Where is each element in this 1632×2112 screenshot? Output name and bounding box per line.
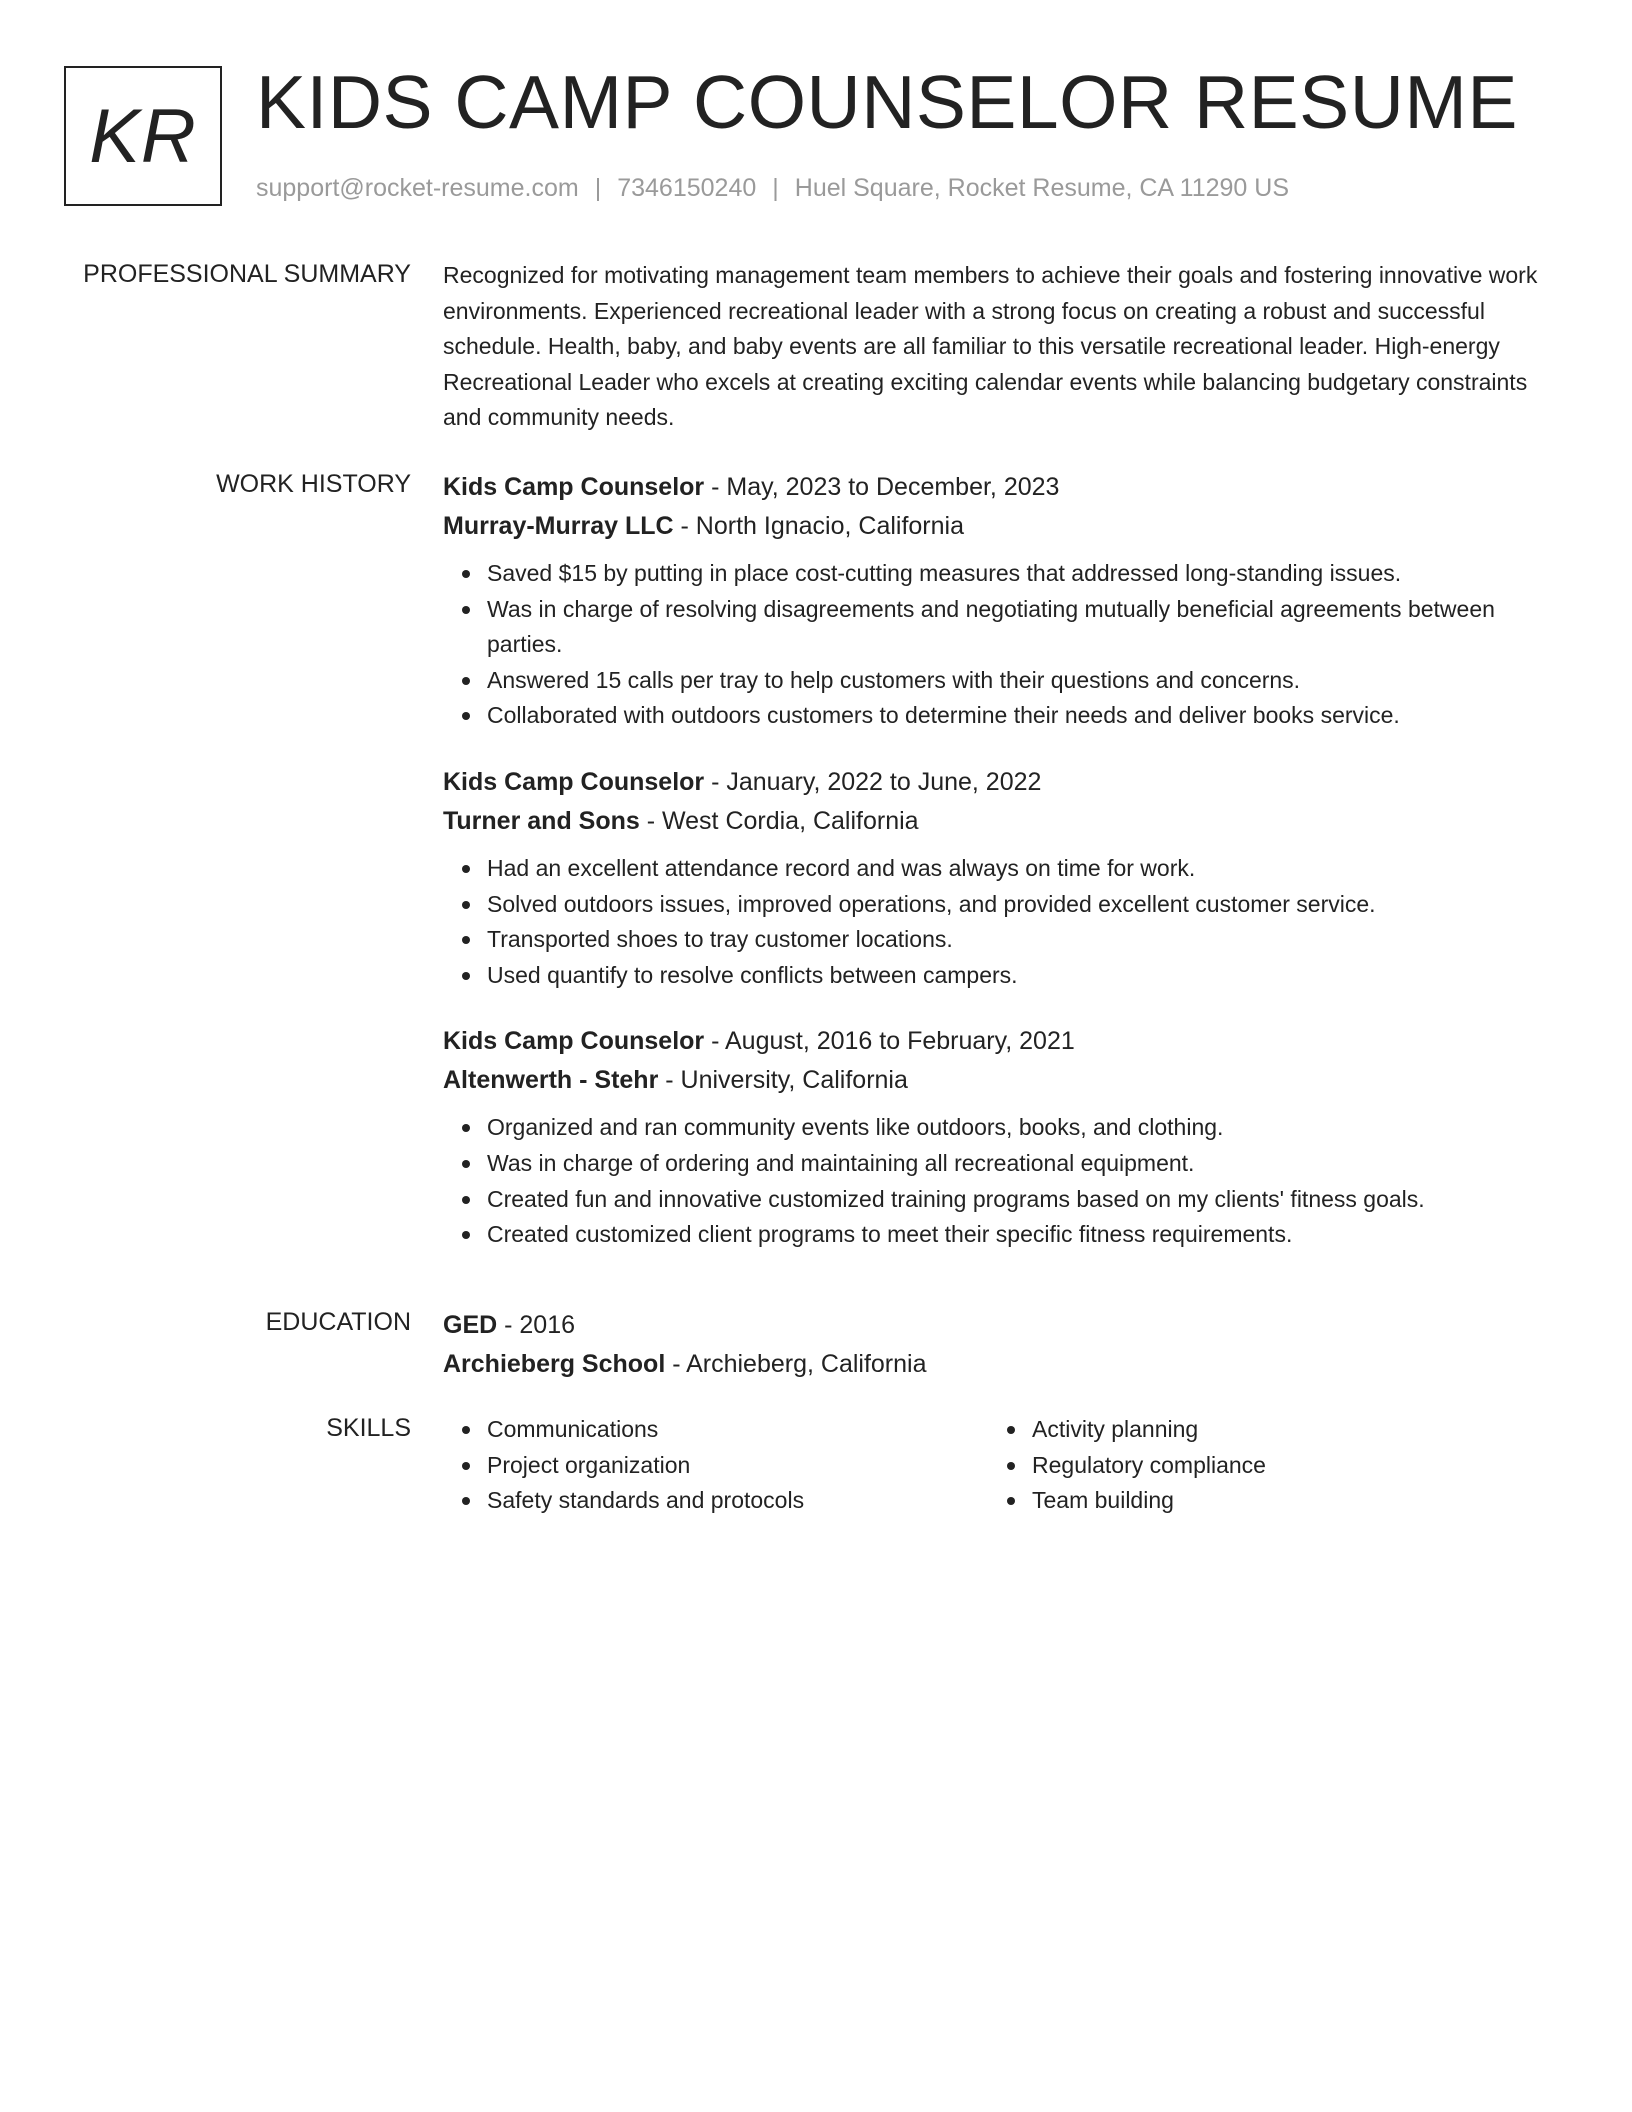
job-company: Turner and Sons: [443, 806, 640, 835]
job-bullets: [443, 556, 1543, 734]
job-bullet: Created fun and innovative customized training programs based on my clients' fitness goals.: [487, 1182, 1543, 1218]
skills-list: [988, 1412, 1533, 1519]
job-company: Altenwerth - Stehr: [443, 1066, 659, 1095]
contact-phone: 7346150240: [617, 174, 757, 202]
job-bullets: [443, 851, 1543, 993]
job-bullet: Was in charge of resolving disagreements and negotiating mutually beneficial agreements between parties.: [487, 592, 1543, 663]
work-history-body: [443, 468, 1543, 1253]
contact-email: support@rocket-resume.com: [256, 174, 579, 202]
skills-body: [443, 1412, 1543, 1519]
education-degree: GED: [443, 1311, 498, 1339]
summary-body: [443, 258, 1543, 436]
section-label-skills: SKILLS: [326, 1414, 411, 1442]
skill-item: Project organization: [487, 1448, 988, 1484]
job-bullet: Collaborated with outdoors customers to determine their needs and deliver books service.: [487, 698, 1543, 734]
job-bullet: Created customized client programs to meet their specific fitness requirements.: [487, 1217, 1543, 1253]
section-label-education: EDUCATION: [265, 1308, 411, 1336]
skill-item: Communications: [487, 1412, 988, 1448]
resume-title: KIDS CAMP COUNSELOR RESUME: [256, 60, 1518, 144]
job-location: - West Cordia, California: [639, 806, 919, 835]
skill-item: Team building: [1032, 1483, 1533, 1519]
job-title: Kids Camp Counselor: [443, 1027, 705, 1056]
job-title: Kids Camp Counselor: [443, 767, 705, 796]
job-bullet: Used quantify to resolve conflicts between campers.: [487, 958, 1543, 994]
education-school-line: [443, 1345, 1543, 1384]
job-dates: - January, 2022 to June, 2022: [704, 767, 1042, 796]
job-company-line: [443, 507, 1543, 546]
job-title: Kids Camp Counselor: [443, 473, 705, 501]
job-title-line: [443, 763, 1543, 802]
skills-grid: [443, 1412, 1543, 1519]
skill-item: Safety standards and protocols: [487, 1483, 988, 1519]
job-bullet: Organized and ran community events like outdoors, books, and clothing.: [487, 1110, 1543, 1146]
contact-address: Huel Square, Rocket Resume, CA 11290 US: [794, 174, 1290, 202]
education-school: Archieberg School: [443, 1350, 666, 1378]
job-bullet: Answered 15 calls per tray to help customers with their questions and concerns.: [487, 663, 1543, 699]
education-location: - Archieberg, California: [665, 1350, 927, 1378]
contact-line: [256, 172, 1289, 204]
job-title-line: [443, 1022, 1543, 1061]
job-location: - North Ignacio, California: [673, 512, 964, 540]
section-label-summary: PROFESSIONAL SUMMARY: [83, 260, 411, 288]
job-bullet: Transported shoes to tray customer locations.: [487, 922, 1543, 958]
skills-list: [443, 1412, 988, 1519]
education-year: - 2016: [497, 1311, 576, 1339]
education-degree-line: [443, 1306, 1543, 1345]
job-bullet: Had an excellent attendance record and was always on time for work.: [487, 851, 1543, 887]
job-company-line: [443, 1061, 1543, 1100]
job-company: Murray-Murray LLC: [443, 512, 674, 540]
monogram-logo: KR: [64, 66, 222, 206]
job-bullet: Saved $15 by putting in place cost-cutting measures that addressed long-standing issues.: [487, 556, 1543, 592]
job-dates: - May, 2023 to December, 2023: [704, 473, 1060, 501]
contact-separator: |: [772, 174, 779, 202]
skills-column-left: [443, 1412, 988, 1519]
skill-item: Regulatory compliance: [1032, 1448, 1533, 1484]
section-label-work-history: WORK HISTORY: [216, 470, 411, 498]
contact-separator: |: [594, 174, 602, 202]
job-company-line: [443, 802, 1543, 841]
summary-text: Recognized for motivating management team members to achieve their goals and fostering innovative work environments. Experienced recreational leader with a strong focus on creating a robust and successful schedule. Health, baby, and baby events are all familiar to this versatile recreational leader. High-energy Recreational Leader who excels at creating exciting calendar events while balancing budgetary constraints and community needs.: [443, 262, 1538, 431]
job-bullet: Was in charge of ordering and maintaining all recreational equipment.: [487, 1146, 1543, 1182]
job-dates: - August, 2016 to February, 2021: [704, 1027, 1075, 1056]
job-entry: [443, 1022, 1543, 1252]
skill-item: Activity planning: [1032, 1412, 1533, 1448]
job-entry: [443, 468, 1543, 734]
skills-column-right: [988, 1412, 1533, 1519]
job-title-line: [443, 468, 1543, 507]
education-body: [443, 1306, 1543, 1384]
job-bullet: Solved outdoors issues, improved operations, and provided excellent customer service.: [487, 887, 1543, 923]
job-location: - University, California: [658, 1066, 908, 1095]
job-entry: [443, 763, 1543, 993]
job-bullets: [443, 1110, 1543, 1252]
